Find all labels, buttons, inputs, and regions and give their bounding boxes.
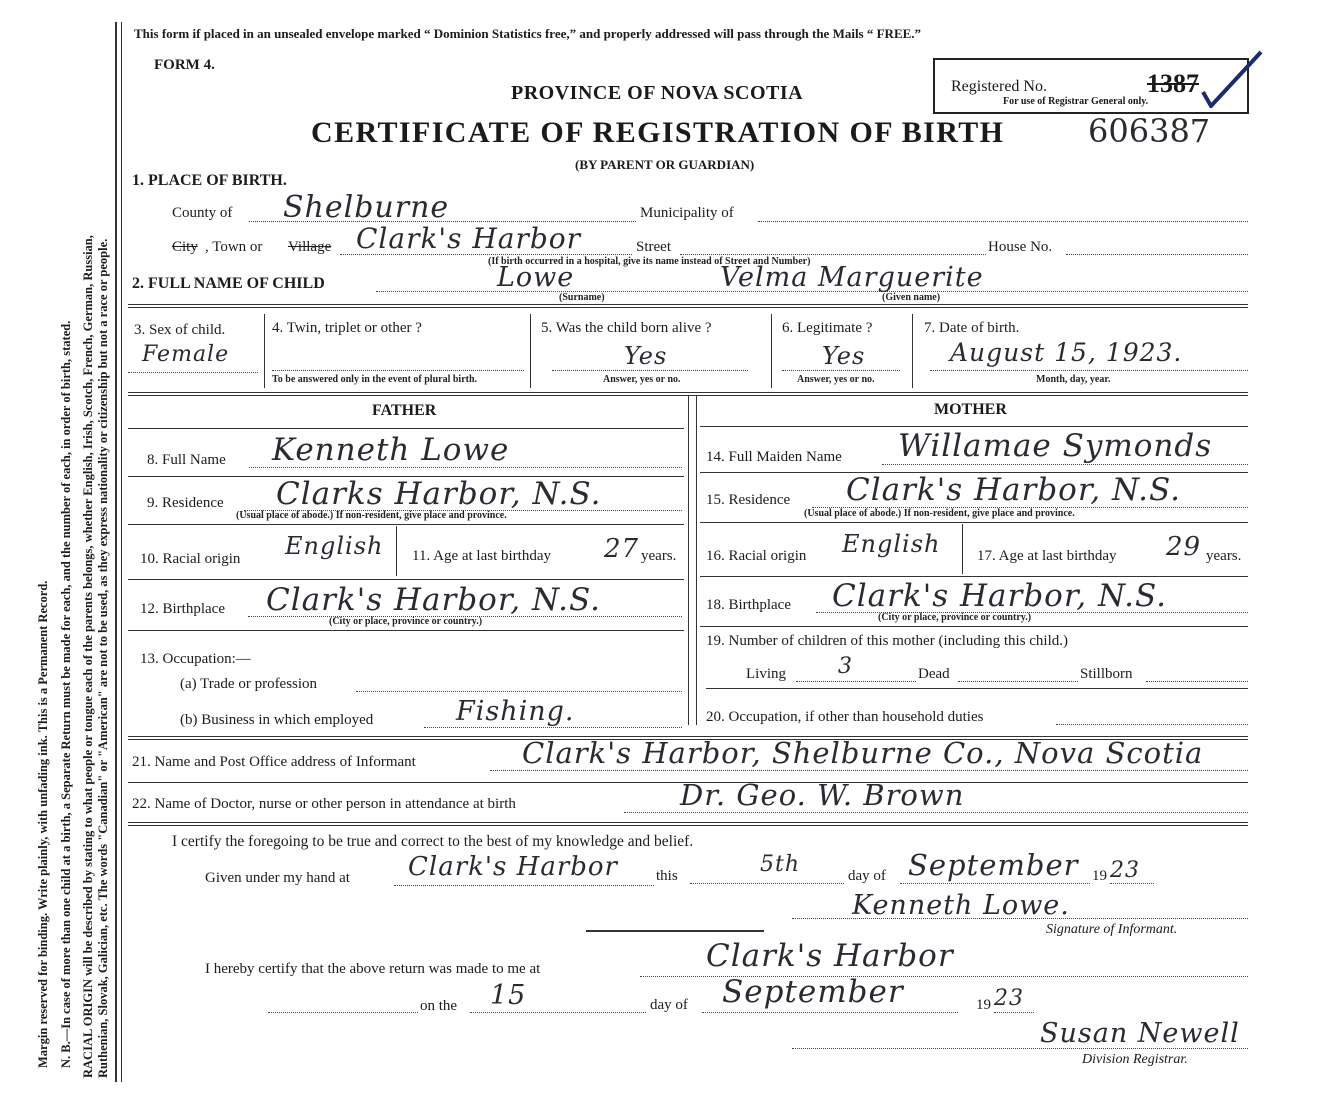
father-birthplace-label: 12. Birthplace [140, 601, 225, 617]
informant-signature-caption: Signature of Informant. [1046, 922, 1178, 937]
father-birthplace-value: Clark's Harbor, N.S. [266, 582, 601, 618]
father-age-label: 11. Age at last birthday [412, 548, 551, 564]
doctor-line [624, 812, 1248, 813]
mother-race-value: English [842, 530, 941, 558]
father-years-label: years. [641, 548, 677, 564]
this-label: this [656, 868, 678, 884]
mother-age-label: 17. Age at last birthday [977, 548, 1117, 564]
alive-value: Yes [624, 342, 668, 370]
return-day-of-label: day of [650, 997, 688, 1013]
col-divider-legit [912, 314, 913, 388]
father-birthplace-caption: (City or place, province or country.) [329, 616, 483, 627]
given-place-value: Clark's Harbor [408, 852, 618, 882]
mother-residence-value: Clark's Harbor, N.S. [846, 472, 1181, 508]
trade-line [356, 691, 682, 692]
parents-divider-right [696, 395, 697, 725]
hospital-note: (If birth occurred in a hospital, give its name instead of Street and Number) [488, 256, 811, 267]
mother-birthplace-value: Clark's Harbor, N.S. [832, 578, 1167, 614]
father-age-value: 27 [604, 534, 640, 564]
business-label: (b) Business in which employed [180, 712, 374, 728]
informant-signature-line [792, 918, 1248, 919]
dob-value: August 15, 1923. [950, 338, 1183, 367]
stillborn-label: Stillborn [1080, 666, 1133, 682]
margin-note-racial-origin: RACIAL ORIGIN will be described by stating to what people or tongue each of the parents belongs, whether English, Irish, Scotch, French, German, Russian, [81, 235, 95, 1078]
mother-row-rule-4 [700, 626, 1248, 627]
mother-years-label: years. [1206, 548, 1242, 564]
margin-note-multiple-births: N. B.—In case of more than one child at a birth, a Separate Return must be made for each, and the number of each, in order of birth, stated. [59, 320, 73, 1068]
mother-heading: MOTHER [934, 401, 1007, 418]
margin-note-racial-origin-cont: Ruthenian, Slovak, Galician, etc. The words "Canadian" or "American" are not to be used, as they express nationality or citizenship but not a race or people. [96, 238, 110, 1078]
legit-value: Yes [822, 342, 866, 370]
business-value: Fishing. [456, 696, 575, 727]
child-name-label: 2. FULL NAME OF CHILD [132, 275, 325, 292]
mail-note: This form if placed in an unsealed envelope marked “ Dominion Statistics free,” and properly addressed will pass through the Mails “ FREE.” [134, 26, 922, 41]
given-year-value: 23 [1110, 858, 1140, 883]
legit-label: 6. Legitimate ? [782, 320, 873, 336]
father-race-label: 10. Racial origin [140, 551, 241, 567]
mother-occupation-label: 20. Occupation, if other than household duties [706, 709, 984, 725]
given-year-prefix: 19 [1092, 868, 1107, 884]
municipality-line [758, 221, 1248, 222]
registered-number: 1387 [1147, 69, 1199, 98]
given-month-value: September [908, 848, 1079, 882]
street-label: Street [636, 239, 671, 255]
mother-race-divider [962, 524, 963, 574]
father-residence-value: Clarks Harbor, N.S. [276, 476, 602, 512]
registrar-signature-line [792, 1048, 1248, 1049]
dead-label: Dead [918, 666, 950, 682]
mother-age-value: 29 [1166, 532, 1202, 562]
county-value: Shelburne [283, 190, 450, 225]
return-day-line [470, 1012, 646, 1013]
father-heading: FATHER [372, 402, 437, 419]
certificate-subtitle: (BY PARENT OR GUARDIAN) [575, 157, 755, 172]
given-day-value: 5th [760, 852, 801, 877]
mother-birthplace-caption: (City or place, province or country.) [878, 612, 1032, 623]
stillborn-line [1146, 681, 1248, 682]
alive-caption: Answer, yes or no. [603, 374, 681, 385]
left-border-line-inner [121, 22, 122, 1082]
registered-number-box [933, 58, 1249, 114]
child-given-name: Velma Marguerite [720, 262, 984, 293]
county-label: County of [172, 205, 233, 221]
given-month-line [900, 883, 1090, 884]
mother-residence-caption: (Usual place of abode.) If non-resident, give place and province. [804, 508, 1075, 519]
certification-statement: I certify the foregoing to be true and correct to the best of my knowledge and belief. [172, 833, 694, 850]
col-divider-alive [771, 314, 772, 388]
mother-row-rule-5 [706, 688, 1248, 689]
mother-occupation-line [1056, 724, 1248, 725]
alive-line [552, 370, 748, 371]
father-race-divider [396, 526, 397, 576]
certificate-title: CERTIFICATE OF REGISTRATION OF BIRTH [311, 116, 1005, 149]
surname-caption: (Surname) [559, 292, 605, 303]
divider-after-doctor-2 [128, 825, 1248, 826]
father-name-value: Kenneth Lowe [272, 432, 510, 468]
informant-line [490, 770, 1248, 771]
father-race-value: English [285, 532, 384, 560]
given-under-hand-label: Given under my hand at [205, 870, 350, 886]
return-year-value: 23 [994, 986, 1024, 1011]
legit-line [782, 370, 900, 371]
father-row-rule-3 [128, 579, 684, 580]
divider-after-doctor [128, 822, 1248, 823]
registrar-signature: Susan Newell [1040, 1018, 1240, 1049]
twin-line [272, 370, 524, 371]
registrar-caption: Division Registrar. [1082, 1052, 1188, 1067]
twin-note: To be answered only in the event of plural birth. [272, 374, 478, 385]
on-the-label: on the [420, 998, 458, 1014]
return-made-label: I hereby certify that the above return was made to me at [205, 961, 541, 977]
given-place-line [394, 885, 654, 886]
form-number: FORM 4. [154, 57, 215, 73]
mother-race-label: 16. Racial origin [706, 548, 807, 564]
living-label: Living [746, 666, 786, 682]
legit-caption: Answer, yes or no. [797, 374, 875, 385]
separator-short-rule [586, 930, 764, 932]
return-year-line [994, 1012, 1034, 1013]
dob-label: 7. Date of birth. [924, 320, 1020, 336]
divider-after-name [128, 304, 1248, 305]
mother-name-line [882, 464, 1248, 465]
father-row-rule-4 [128, 630, 684, 631]
given-year-line [1110, 883, 1154, 884]
checkmark-icon [1197, 48, 1267, 108]
province-heading: PROVINCE OF NOVA SCOTIA [511, 82, 804, 104]
registered-label: Registered No. [951, 78, 1047, 95]
street-line [680, 254, 986, 255]
return-leading-line [268, 1012, 418, 1013]
village-label-struck: Village [288, 239, 332, 255]
mother-name-label: 14. Full Maiden Name [706, 449, 842, 465]
registrar-general-note: For use of Registrar General only. [1003, 96, 1149, 107]
town-label: , Town or [205, 239, 263, 255]
day-of-label: day of [848, 868, 886, 884]
house-number-line [1066, 254, 1248, 255]
hand-registration-number: 606387 [1088, 112, 1211, 150]
mother-birthplace-label: 18. Birthplace [706, 597, 791, 613]
dob-line [930, 370, 1248, 371]
informant-signature: Kenneth Lowe. [852, 890, 1070, 921]
divider-before-parents [128, 392, 1248, 393]
business-line [424, 727, 682, 728]
informant-label: 21. Name and Post Office address of Informant [132, 754, 416, 770]
city-label-struck: City [172, 239, 198, 255]
col-divider-twin [530, 314, 531, 388]
father-residence-caption: (Usual place of abode.) If non-resident, give place and province. [236, 510, 507, 521]
children-count-label: 19. Number of children of this mother (including this child.) [706, 633, 1069, 649]
father-name-label: 8. Full Name [147, 452, 226, 468]
town-value: Clark's Harbor [356, 222, 582, 255]
given-day-line [690, 883, 844, 884]
trade-label: (a) Trade or profession [180, 676, 318, 692]
child-surname: Lowe [497, 262, 575, 293]
col-divider-sex [264, 314, 265, 388]
mother-name-value: Willamae Symonds [898, 428, 1213, 464]
left-border-line [115, 22, 117, 1082]
mother-heading-rule [700, 426, 1248, 427]
dob-caption: Month, day, year. [1036, 374, 1111, 385]
return-year-prefix: 19 [976, 997, 991, 1013]
given-name-caption: (Given name) [882, 292, 941, 303]
father-heading-rule [128, 428, 684, 429]
mother-residence-label: 15. Residence [706, 492, 791, 508]
divider-after-name-2 [128, 307, 1248, 308]
mother-row-rule-3 [700, 576, 1248, 577]
municipality-label: Municipality of [640, 205, 734, 221]
house-number-label: House No. [988, 239, 1053, 255]
informant-value: Clark's Harbor, Shelburne Co., Nova Scotia [522, 736, 1204, 770]
living-line [796, 681, 916, 682]
parents-divider-left [688, 395, 689, 725]
father-residence-label: 9. Residence [147, 495, 224, 511]
margin-note-binding: Margin reserved for binding. Write plainly, with unfading ink. This is a Permanent Record. [36, 580, 50, 1068]
alive-label: 5. Was the child born alive ? [541, 320, 712, 336]
doctor-value: Dr. Geo. W. Brown [680, 778, 965, 812]
place-of-birth-heading: 1. PLACE OF BIRTH. [132, 172, 287, 189]
mother-row-rule-2 [700, 522, 1248, 523]
sex-label: 3. Sex of child. [134, 322, 226, 338]
doctor-label: 22. Name of Doctor, nurse or other person in attendance at birth [132, 796, 516, 812]
sex-value: Female [142, 342, 230, 367]
living-value: 3 [838, 654, 853, 679]
dead-line [958, 681, 1078, 682]
return-month-value: September [722, 974, 904, 1010]
father-row-rule-2 [128, 524, 684, 525]
sex-line [128, 372, 258, 373]
return-place-value: Clark's Harbor [706, 938, 954, 974]
occupation-label: 13. Occupation:— [140, 651, 251, 667]
twin-label: 4. Twin, triplet or other ? [272, 320, 422, 336]
return-day-value: 15 [490, 980, 527, 1011]
return-month-line [702, 1012, 958, 1013]
